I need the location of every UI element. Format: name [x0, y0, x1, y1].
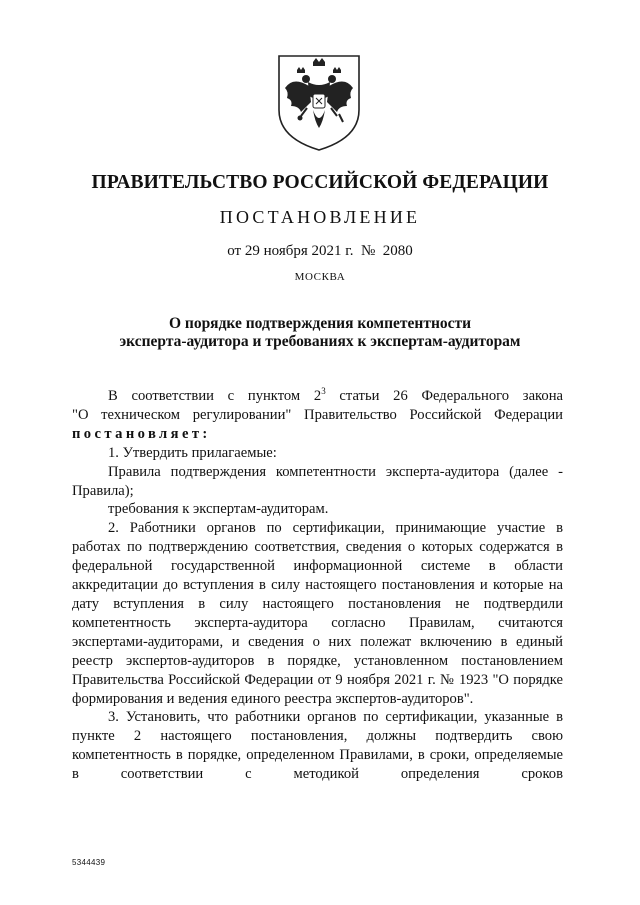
- document-date-number: от 29 ноября 2021 г. № 2080: [227, 243, 413, 259]
- document-code: 5344439: [72, 858, 106, 867]
- heading-line-1: О порядке подтверждения компетентности: [168, 315, 472, 332]
- preamble-text-cont: статьи 26 Федерального закона: [325, 388, 563, 404]
- preamble-text: В соответствии с пунктом 2: [108, 388, 322, 404]
- requirements-line: требования к экспертам-аудиторам.: [108, 501, 329, 518]
- heading-line-2: эксперта-аудитора и требованиях к экспертам-аудиторам: [119, 333, 521, 350]
- document-heading: [0, 315, 640, 351]
- item-2: 2. Работники органов по сертификации, принимающие участие в работах по подтверждению соответствия, сведения о которых содержатся в федеральной государственной информационной системе в области аккредитации до вступления в силу настоящего постановления и которые на дату вступления в силу настоящего постановления не подтвердили компетентность эксперта-аудитора согласно Правилам, считаются экспертами-аудиторами, и сведения о них полежат включению в единый реестр экспертов-аудиторов в порядке, установленном постановлением Правительства Российской Федерации от 9 ноября 2021 г. № 1923 "О порядке формирования и ведения единого реестра экспертов-аудиторов".: [72, 520, 563, 707]
- rules-line-2: Правила);: [72, 482, 134, 499]
- document-city: МОСКВА: [294, 271, 346, 283]
- preamble-superscript: 3: [321, 386, 326, 397]
- preamble-line-2: "О техническом регулировании" Правительство Российской Федерации: [72, 406, 563, 423]
- decides-word: [72, 425, 563, 444]
- russian-coat-of-arms-icon: [273, 52, 365, 152]
- item-1: 1. Утвердить прилагаемые:: [108, 444, 277, 461]
- document-body: [72, 387, 563, 784]
- paragraph-preamble: [72, 387, 563, 406]
- item-3: 3. Установить, что работники органов по сертификации, указанные в пункте 2 настоящего постановления, должны подтвердить свою компетентность в порядке, определенном Правилами, в сроки, определяемые в соответствии с методикой определения сроков: [72, 709, 563, 783]
- decides-text: постановляет:: [72, 425, 211, 442]
- rules-line-1: Правила подтверждения компетентности эксперта-аудитора (далее -: [108, 463, 563, 480]
- document-type: ПОСТАНОВЛЕНИЕ: [219, 207, 421, 227]
- government-title: ПРАВИТЕЛЬСТВО РОССИЙСКОЙ ФЕДЕРАЦИИ: [91, 172, 549, 193]
